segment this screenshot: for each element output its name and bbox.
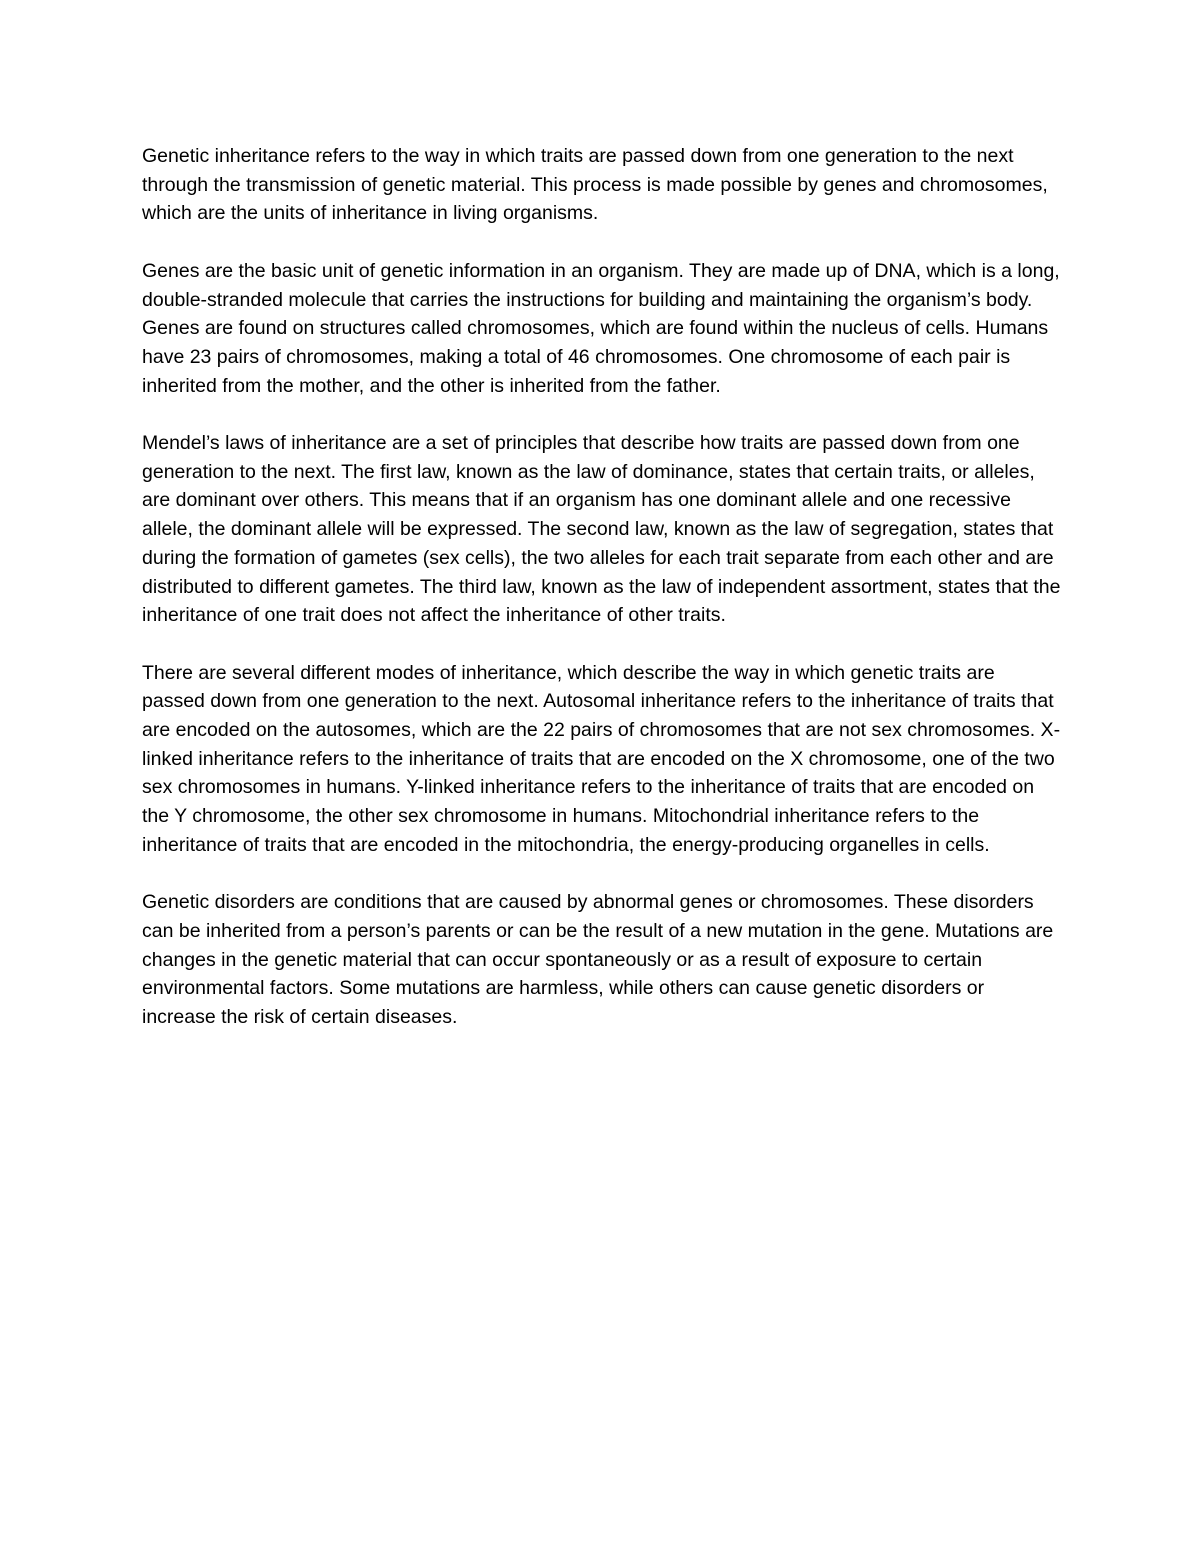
- paragraph-genetic-inheritance: Genetic inheritance refers to the way in which traits are passed down from one generation to the next through the transmission of genetic material. This process is made possible by genes and chromosomes, which are the units of inheritance in living organisms.: [142, 145, 1048, 225]
- paragraph-modes-of-inheritance: There are several different modes of inheritance, which describe the way in which genetic traits are passed down from one generation to the next. Autosomal inheritance refers to the inheritance of traits that are encoded on the autosomes, which are the 22 pairs of chromosomes that are not sex chromosomes. X-linked inheritance refers to the inheritance of traits that are encoded on the X chromosome, one of the two sex chromosomes in humans. Y-linked inheritance refers to the inheritance of traits that are encoded on the Y chromosome, the other sex chromosome in humans. Mitochondrial inheritance refers to the inheritance of traits that are encoded in the mitochondria, the energy-producing organelles in cells.: [142, 661, 1061, 856]
- paragraph-genes: Genes are the basic unit of genetic information in an organism. They are made up of DNA, which is a long, double-stranded molecule that carries the instructions for building and maintaining the organism’s body. Genes are found on structures called chromosomes, which are found within the nucleus of cells. Humans have 23 pairs of chromosomes, making a total of 46 chromosomes. One chromosome of each pair is inherited from the mother, and the other is inherited from the father.: [142, 259, 1060, 397]
- paragraph-mendels-laws: Mendel’s laws of inheritance are a set of principles that describe how traits are passed down from one generation to the next. The first law, known as the law of dominance, states that certain traits, or alleles, are dominant over others. This means that if an organism has one dominant allele and one recessive allele, the dominant allele will be expressed. The second law, known as the law of segregation, states that during the formation of gametes (sex cells), the two alleles for each trait separate from each other and are distributed to different gametes. The third law, known as the law of independent assortment, states that the inheritance of one trait does not affect the inheritance of other traits.: [142, 432, 1061, 627]
- document-body: [142, 142, 1062, 1032]
- paragraph-genetic-disorders: Genetic disorders are conditions that are caused by abnormal genes or chromosomes. These disorders can be inherited from a person’s parents or can be the result of a new mutation in the gene. Mutations are changes in the genetic material that can occur spontaneously or as a result of exposure to certain environmental factors. Some mutations are harmless, while others can cause genetic disorders or increase the risk of certain diseases.: [142, 891, 1054, 1029]
